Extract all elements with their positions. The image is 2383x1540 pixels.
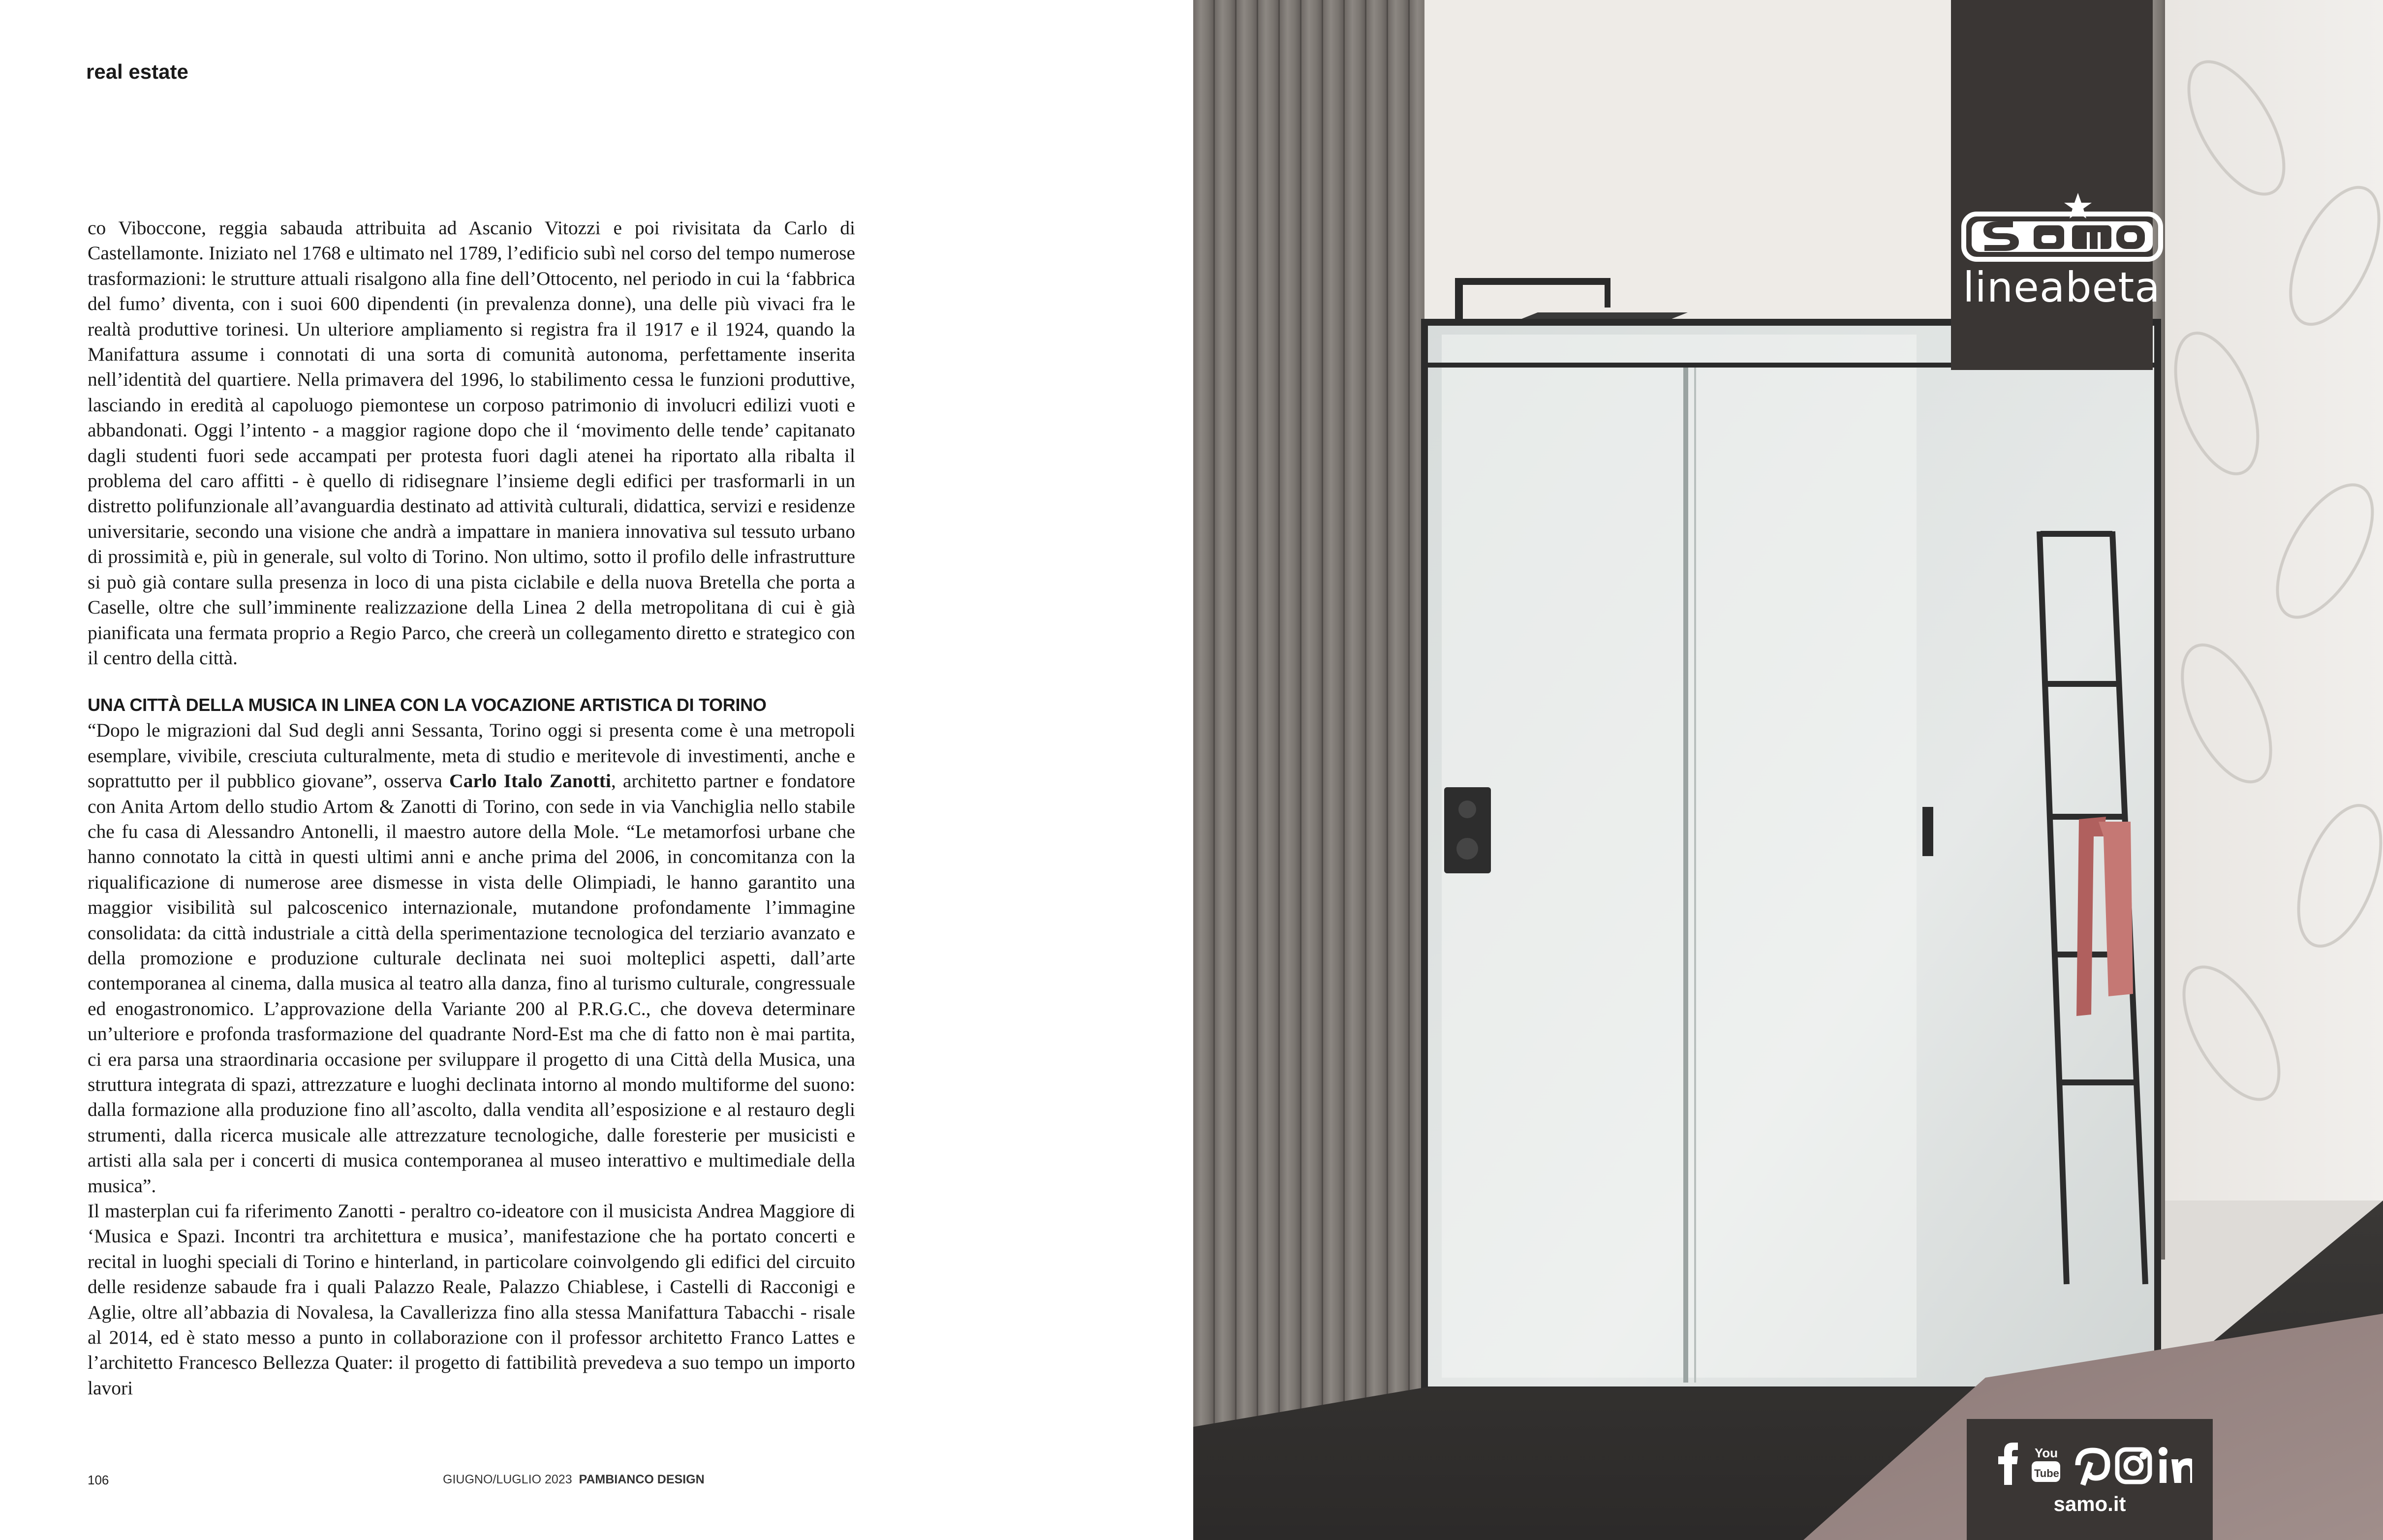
quote-text-continued: , architetto partner e fondatore con Anita Artom dello studio Artom & Zanotti di Torino, con sede in via Vanchiglia nello stabile che fu casa di Alessandro Antonelli, il maestro autore della Mole. “Le metamorfosi urbane che hanno connotato la città in questi ultimi anni e anche prima del 2006, in concomitanza con la riqualificazione di numerose aree dismesse in vista delle Olimpiadi, le hanno garantito una maggior visibilità sul palcoscenico internazionale, mutandone profondamente l’immagine consolidata: da città industriale a città della sperimentazione tecnologica del terziario avanzato e della promozione e produzione culturale declinata nei suoi molteplici aspetti, dall’arte contemporanea al cinema, dalla musica al teatro alla danza, fino al turismo culturale, congressuale ed enogastronomico. L’approvazione della Variante 200 al P.R.G.C., che doveva determinare un’ulteriore e profonda trasformazione del quadrante Nord-Est ma che di fatto non è mai partita, ci era parsa una straordinaria occasione per sviluppare il progetto di una Città della Musica, una struttura integrata di spazi, attrezzature e luoghi declinata intorno al mondo multiforme del suono: dalla formazione alla produzione fino all’ascolto, dalla vendita all’esposizione e al restauro degli strumenti, dalla ricerca musicale alle attrezzature tecnologiche, dalle foresterie per musicisti e artisti alla sala per i concerti di musica contemporanea al museo interattivo e multimediale della musica”. — [88, 770, 855, 1197]
social-icons — [1995, 1442, 2192, 1486]
section-label: real estate — [86, 60, 188, 83]
magazine-name: PAMBIANCO DESIGN — [579, 1473, 705, 1486]
instagram-icon[interactable] — [2117, 1449, 2150, 1482]
article-subheading: UNA CITTÀ DELLA MUSICA IN LINEA CON LA VOCAZIONE ARTISTICA DI TORINO — [88, 695, 767, 715]
samo-logo — [1960, 187, 2165, 263]
page-number: 106 — [88, 1473, 109, 1487]
magazine-footer — [443, 1473, 705, 1487]
pinterest-icon[interactable] — [2078, 1450, 2107, 1485]
article-paragraph: co Viboccone, reggia sabauda attribuita ad Ascanio Vitozzi e poi rivisitata da Carlo di Castellamonte. Iniziato nel 1768 e ultimato nel 1789, l’edificio subì nel corso del tempo numerose trasformazioni: le strutture attuali risalgono alla fine dell’Ottocento, nel periodo in cui la ‘fabbrica del fumo’ diventa, con i suoi 600 dipendenti (in prevalenza donne), una delle più vivaci fra le realtà produttive torinesi. Un ulteriore ampliamento si registra fra il 1917 e il 1924, quando la Manifattura assume i connotati di una sorta di comunità autonoma, perfettamente inserita nell’identità del quartiere. Nella primavera del 1996, lo stabilimento cessa le funzioni produttive, lasciando in eredità al capoluogo piemontese un corposo patrimonio di involucri edilizi vuoti e abbandonati. Oggi l’intento - a maggior ragione dopo che il ‘movimento delle tende’ capitanato dagli studenti fuori sede accampati per protesta fuori dagli atenei ha riportato alla ribalta il problema del caro affitti - è quello di ridisegnare l’insieme degli edifici per trasformarli in un distretto polifunzionale all’avanguardia destinato ad attività culturali, didattica, servizi e residenze universitarie, secondo una visione che andrà a impattare in maniera innovativa sul tessuto urbano di prossimità e, più in generale, sul volto di Torino. Non ultimo, sotto il profilo delle infrastrutture si può già contare sulla presenza in loco di una pista ciclabile e della nuova Bretella che porta a Caselle, oltre che sull’imminente realizzazione della Linea 2 della metropolitana di cui è già pianificata una fermata proprio a Regio Parco, che creerà un collegamento diretto e strategico con il centro della città. — [88, 217, 855, 669]
issue-date: GIUGNO/LUGLIO 2023 — [443, 1473, 572, 1486]
svg-text:Tube: Tube — [2034, 1467, 2059, 1479]
brand-panel — [1951, 0, 2153, 370]
youtube-icon[interactable] — [2032, 1446, 2060, 1482]
product-line-name: lineabeta — [1963, 263, 2161, 311]
article-paragraph — [88, 718, 855, 1199]
article-paragraph: Il masterplan cui fa riferimento Zanotti - peraltro co-ideatore con il musicista Andrea Maggiore di ‘Musica e Spazi. Incontri tra architettura e musica’, manifestazione che ha portato concerti e recital in luoghi speciali di Torino e hinterland, in particolare coinvolgendo gli edifici del circuito delle residenze sabaude fra i quali Palazzo Reale, Palazzo Chiablese, i Castelli di Racconigi e Aglie, oltre all’abbazia di Novalesa, la Cavallerizza fino alla stessa Manifattura Tabacchi - risale al 2014, ed è stato messo a punto in collaborazione con il professor architetto Franco Lattes e l’architetto Francesco Bellezza Quater: il progetto di fattibilità prevedeva a suo tempo un importo lavori — [88, 1200, 855, 1399]
quote-text: “Dopo le migrazioni dal Sud degli anni Sessanta, Torino oggi si presenta come è una metropoli esemplare, vivibile, cresciuta culturalmente, meta di studio e meritevole di investimenti, anche e soprattutto per il pubblico giovane”, osserva — [88, 719, 855, 792]
linkedin-icon[interactable] — [2159, 1447, 2192, 1483]
svg-text:You: You — [2035, 1446, 2058, 1460]
article-column — [88, 216, 855, 1401]
advertisement-page — [1193, 0, 2383, 1540]
shower-photo — [1193, 0, 2383, 1540]
facebook-icon[interactable] — [1998, 1443, 2018, 1485]
person-name: Carlo Italo Zanotti — [449, 770, 611, 792]
website-url[interactable]: samo.it — [2053, 1492, 2126, 1515]
